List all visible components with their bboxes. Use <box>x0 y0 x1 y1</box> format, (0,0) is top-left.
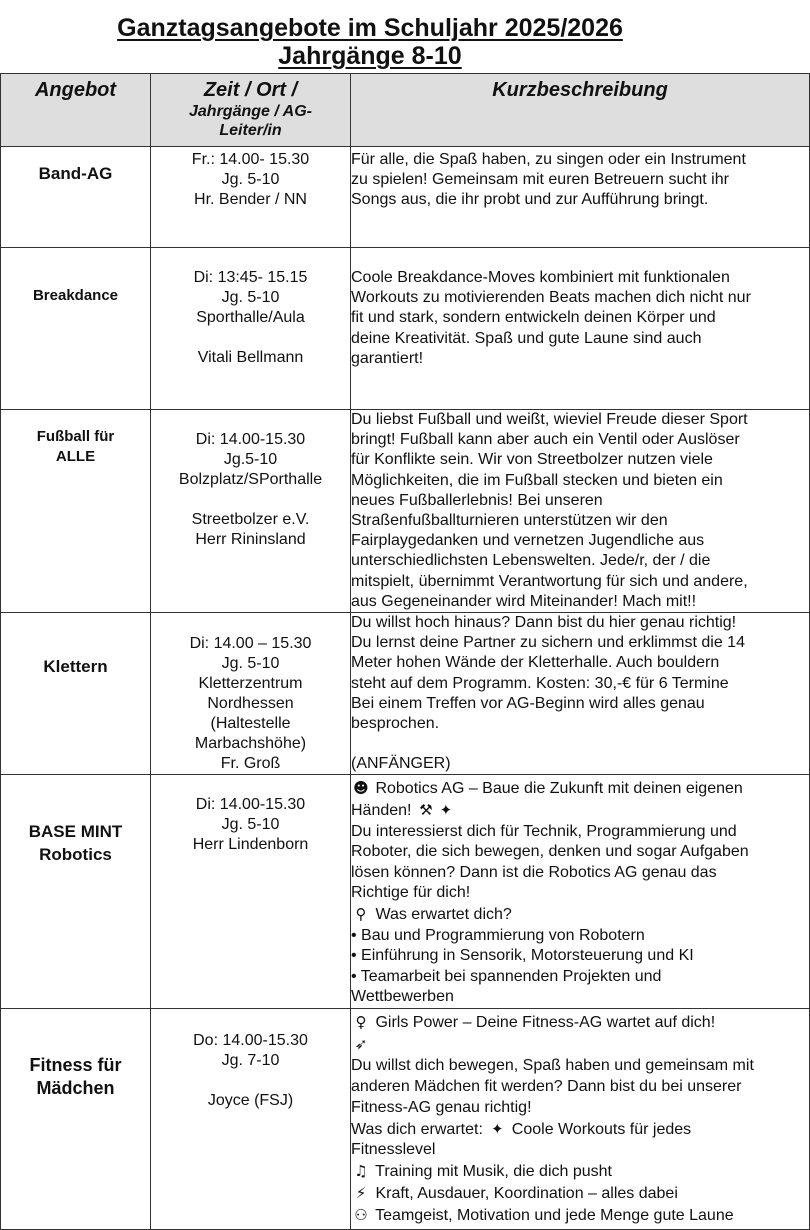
header-time-place: Zeit / Ort / Jahrgänge / AG- Leiter/in <box>151 74 351 147</box>
offer-time: Di: 14.00-15.30 Jg.5-10 Bolzplatz/SPorthalle Streetbolzer e.V. Herr Rininsland <box>151 410 351 613</box>
runner-icon: ➶ <box>354 1034 368 1053</box>
wrench-icon: ⚒ <box>419 801 433 820</box>
table-row <box>1 147 810 248</box>
offer-description: ☻ Robotics AG – Baue die Zukunft mit deinen eigenen Händen! ⚒ ✦ Du interessierst dich für Technik, Programmierung und Roboter, die sich bewegen, denken und sogar Aufgaben lösen können? Dann ist die Robotics AG genau das Richtige für dich! ⚲ Was erwartet dich? • Bau und Programmierung von Robotern • Einführung in Sensorik, Motorsteuerung und KI • Teamarbeit bei spannenden Projekten und Wettbewerben <box>351 775 810 1009</box>
offer-description: Für alle, die Spaß haben, zu singen oder ein Instrument zu spielen! Gemeinsam mit euren Betreuern sucht ihr Songs aus, die ihr probt und zur Aufführung bringt. <box>351 147 810 248</box>
document-title: Ganztagsangebote im Schuljahr 2025/2026 <box>117 14 623 42</box>
magnifier-icon: ⚲ <box>355 905 367 924</box>
offer-name: Breakdance <box>1 248 151 410</box>
offer-description: Du willst hoch hinaus? Dann bist du hier genau richtig! Du lernst deine Partner zu sichern und erklimmst die 14 Meter hohen Wände der Kletterhalle. Auch bouldern steht auf dem Programm. Kosten: 30,-€ für 6 Termine Bei einem Treffen vor AG-Beginn wird alles genau besprochen. (ANFÄNGER) <box>351 613 810 775</box>
team-icon: ⚇ <box>354 1206 368 1225</box>
table-row <box>1 1008 810 1229</box>
offer-name: Fitness für Mädchen <box>1 1008 151 1229</box>
robot-icon: ☻ <box>353 779 369 798</box>
person-icon: ♀ <box>355 1012 367 1031</box>
table-row <box>1 248 810 410</box>
offer-name: Fußball für ALLE <box>1 410 151 613</box>
offer-time: Di: 14.00-15.30 Jg. 5-10 Herr Lindenborn <box>151 775 351 1009</box>
offer-description: Du liebst Fußball und weißt, wieviel Freude dieser Sport bringt! Fußball kann aber auch ein Ventil oder Auslöser für Konflikte sein. Wir von Streetbolzer nutzen viele Möglichkeiten, die im Fußball stecken und bieten ein neues Fußballerlebnis! Bei unseren Straßenfußballturnieren unterstützen wir den Fairplaygedanken und vernetzen Jugendliche aus unterschiedlichsten Lebenswelten. Jede/r, der / die mitspielt, übernimmt Verantwortung für sich und andere, aus Gegeneinander wird Miteinander! Mach mit!! <box>351 410 810 613</box>
offer-time: Do: 14.00-15.30 Jg. 7-10 Joyce (FSJ) <box>151 1008 351 1229</box>
document-subtitle: Jahrgänge 8-10 <box>278 42 462 70</box>
table-row <box>1 613 810 775</box>
offer-description: ♀ Girls Power – Deine Fitness-AG wartet auf dich! ➶ Du willst dich bewegen, Spaß haben und gemeinsam mit anderen Mädchen fit werden? Dann bist du bei unserer Fitness-AG genau richtig! Was dich erwartet: ✦ Coole Workouts für jedes Fitnesslevel ♫ Training mit Musik, die dich pusht ⚡ Kraft, Ausdauer, Koordination – alles dabei ⚇ Teamgeist, Motivation und jede Menge gute Laune <box>351 1008 810 1229</box>
offer-time: Fr.: 14.00- 15.30 Jg. 5-10 Hr. Bender / NN <box>151 147 351 248</box>
offer-name: Band-AG <box>1 147 151 248</box>
table-row <box>1 410 810 613</box>
offer-description: Coole Breakdance-Moves kombiniert mit funktionalen Workouts zu motivierenden Beats machen dich nicht nur fit und stark, sondern entwickeln deinen Körper und deine Kreativität. Spaß und gute Laune sind auch garantiert! <box>351 248 810 410</box>
offers-table <box>0 73 810 1230</box>
runner-icon: ⚡ <box>355 1184 367 1203</box>
offer-name: BASE MINT Robotics <box>1 775 151 1009</box>
header-offer: Angebot <box>1 74 151 147</box>
offer-name: Klettern <box>1 613 151 775</box>
table-header-row <box>1 74 810 147</box>
music-icon: ♫ <box>354 1162 368 1181</box>
header-description: Kurzbeschreibung <box>351 74 810 147</box>
offer-time: Di: 13:45- 15.15 Jg. 5-10 Sporthalle/Aula Vitali Bellmann <box>151 248 351 410</box>
offer-time: Di: 14.00 – 15.30 Jg. 5-10 Kletterzentrum Nordhessen (Haltestelle Marbachshöhe) Fr. Groß <box>151 613 351 775</box>
sparkles-icon: ✦ <box>491 1119 504 1138</box>
sparkles-icon: ✦ <box>439 801 453 820</box>
table-row <box>1 775 810 1009</box>
